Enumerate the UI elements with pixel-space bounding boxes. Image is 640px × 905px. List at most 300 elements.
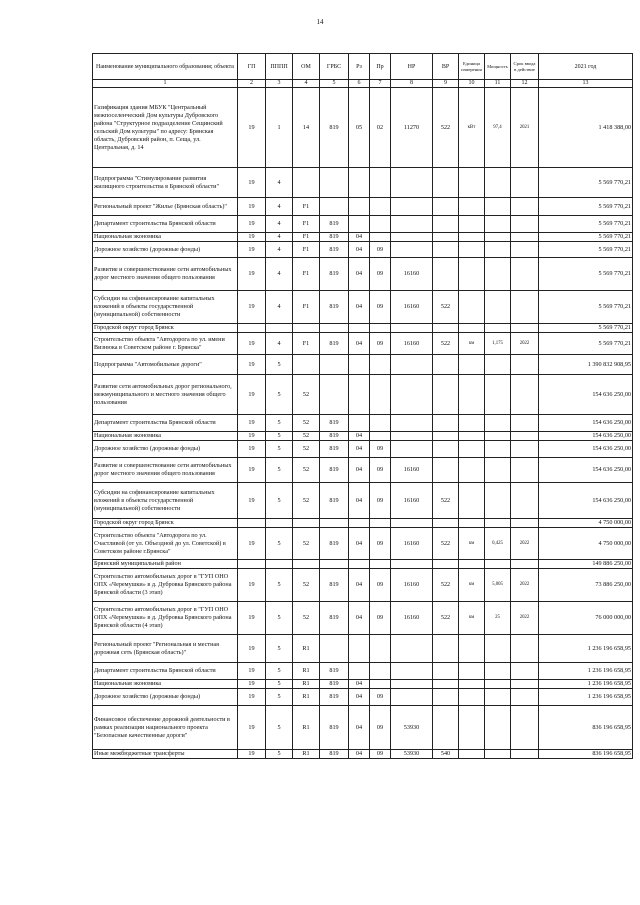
vr-cell [433,415,459,432]
object-name-cell: Субсидии на софинансирование капитальных вложений в объекты государственной (муниципальной) собственности [93,483,238,519]
gp-cell: 19 [238,602,266,635]
gp-cell: 19 [238,432,266,441]
vr-cell: 522 [433,291,459,324]
amount-cell: 154 636 250,00 [539,483,633,519]
term-cell [511,706,539,750]
vr-cell [433,458,459,483]
grbs-cell [320,375,349,415]
grbs-cell: 819 [320,458,349,483]
nr-cell: 16160 [391,483,433,519]
amount-cell: 1 236 196 658,95 [539,689,633,706]
pr-cell [370,168,391,198]
object-name-cell: Региональный проект "Жилье (Брянская область)" [93,198,238,216]
power-cell [485,432,511,441]
ppp-cell: 4 [266,291,293,324]
amount-cell: 5 569 770,21 [539,216,633,233]
object-name-cell: Строительство объекта "Автодорога по ул. Счастливой (от ул. Объездной до ул. Советской) в Советском районе г.Брянска" [93,528,238,560]
om-cell [293,560,320,569]
pr-cell [370,680,391,689]
table-row [93,242,633,258]
om-cell: F1 [293,198,320,216]
grbs-cell [320,168,349,198]
amount-cell: 4 750 000,00 [539,528,633,560]
table-row [93,233,633,242]
table-row [93,519,633,528]
ppp-cell: 5 [266,569,293,602]
nr-cell [391,432,433,441]
amount-cell: 5 569 770,21 [539,242,633,258]
nr-cell: 16160 [391,333,433,355]
gp-cell: 19 [238,242,266,258]
column-index-cell: 2 [238,80,266,88]
rz-cell: 04 [349,242,370,258]
om-cell: F1 [293,258,320,291]
gp-cell: 19 [238,750,266,759]
ppp-cell: 4 [266,233,293,242]
ppp-cell: 5 [266,458,293,483]
om-cell: F1 [293,333,320,355]
grbs-cell: 819 [320,242,349,258]
column-index-cell: 7 [370,80,391,88]
term-cell [511,198,539,216]
vr-cell [433,519,459,528]
ppp-cell: 5 [266,750,293,759]
rz-cell [349,635,370,663]
object-name-cell: Строительство автомобильных дорог в "ГУП ОНО ОПХ «Черемушки» в д. Дубровка Брянского района Брянской области (3 этап) [93,569,238,602]
table-row [93,560,633,569]
gp-cell: 19 [238,528,266,560]
amount-cell: 5 569 770,21 [539,324,633,333]
unit-cell [459,198,485,216]
unit-cell [459,750,485,759]
table-row [93,324,633,333]
power-cell [485,441,511,458]
grbs-cell: 819 [320,233,349,242]
table-row [93,663,633,680]
amount-cell: 5 569 770,21 [539,233,633,242]
gp-cell: 19 [238,483,266,519]
gp-cell: 19 [238,441,266,458]
vr-cell [433,216,459,233]
pr-cell: 09 [370,458,391,483]
table-row [93,635,633,663]
power-cell [485,324,511,333]
amount-cell: 149 886 250,00 [539,560,633,569]
ppp-cell: 4 [266,168,293,198]
om-cell [293,324,320,333]
table-row [93,333,633,355]
vr-cell [433,198,459,216]
rz-cell [349,519,370,528]
gp-cell: 19 [238,216,266,233]
header-cell: 2021 год [539,54,633,80]
om-cell [293,355,320,375]
unit-cell [459,483,485,519]
object-name-cell: Департамент строительства Брянской области [93,216,238,233]
amount-cell: 154 636 250,00 [539,458,633,483]
table-row [93,569,633,602]
table-row [93,706,633,750]
grbs-cell [320,560,349,569]
term-cell [511,560,539,569]
amount-cell: 1 236 196 658,95 [539,680,633,689]
vr-cell [433,258,459,291]
om-cell: R1 [293,706,320,750]
term-cell [511,635,539,663]
header-cell: ВР [433,54,459,80]
pr-cell: 09 [370,689,391,706]
vr-cell: 522 [433,569,459,602]
om-cell: 52 [293,458,320,483]
om-cell: 52 [293,569,320,602]
grbs-cell: 819 [320,750,349,759]
unit-cell [459,233,485,242]
column-index-cell: 11 [485,80,511,88]
term-cell [511,324,539,333]
vr-cell: 522 [433,602,459,635]
vr-cell: 522 [433,528,459,560]
ppp-cell: 4 [266,198,293,216]
term-cell: 2022 [511,333,539,355]
unit-cell [459,415,485,432]
table-row [93,689,633,706]
column-index-cell: 4 [293,80,320,88]
power-cell [485,635,511,663]
nr-cell [391,216,433,233]
column-index-cell: 6 [349,80,370,88]
ppp-cell: 5 [266,432,293,441]
amount-cell: 154 636 250,00 [539,432,633,441]
om-cell: F1 [293,242,320,258]
pr-cell [370,216,391,233]
power-cell [485,689,511,706]
ppp-cell [266,519,293,528]
term-cell [511,233,539,242]
rz-cell: 04 [349,483,370,519]
rz-cell [349,663,370,680]
nr-cell: 11270 [391,88,433,168]
term-cell [511,750,539,759]
vr-cell [433,663,459,680]
unit-cell: кВт [459,88,485,168]
term-cell: 2022 [511,602,539,635]
amount-cell: 1 236 196 658,95 [539,663,633,680]
pr-cell: 09 [370,291,391,324]
table-row [93,602,633,635]
amount-cell: 5 569 770,21 [539,291,633,324]
table-row [93,88,633,168]
rz-cell: 04 [349,602,370,635]
object-name-cell: Дорожное хозяйство (дорожные фонды) [93,441,238,458]
amount-cell: 1 236 196 658,95 [539,635,633,663]
gp-cell: 19 [238,458,266,483]
power-cell: 0,425 [485,528,511,560]
vr-cell [433,355,459,375]
unit-cell [459,432,485,441]
header-cell: Пр [370,54,391,80]
om-cell: 52 [293,528,320,560]
grbs-cell: 819 [320,432,349,441]
ppp-cell: 5 [266,602,293,635]
header-cell: Мощность [485,54,511,80]
nr-cell: 16160 [391,569,433,602]
rz-cell [349,216,370,233]
budget-table [92,53,633,759]
table-row [93,432,633,441]
nr-cell [391,689,433,706]
amount-cell: 5 569 770,21 [539,258,633,291]
pr-cell [370,355,391,375]
om-cell: 14 [293,88,320,168]
rz-cell [349,415,370,432]
nr-cell [391,519,433,528]
column-index-cell: 12 [511,80,539,88]
object-name-cell: Дорожное хозяйство (дорожные фонды) [93,242,238,258]
grbs-cell [320,635,349,663]
unit-cell [459,291,485,324]
amount-cell: 5 569 770,21 [539,198,633,216]
ppp-cell: 5 [266,680,293,689]
pr-cell: 02 [370,88,391,168]
gp-cell [238,519,266,528]
om-cell: R1 [293,689,320,706]
object-name-cell: Финансовое обеспечение дорожной деятельности в рамках реализации национального проекта "Безопасные качественные дороги" [93,706,238,750]
unit-cell [459,242,485,258]
gp-cell [238,560,266,569]
rz-cell: 04 [349,291,370,324]
pr-cell: 09 [370,242,391,258]
nr-cell [391,415,433,432]
grbs-cell: 819 [320,216,349,233]
amount-cell: 5 569 770,21 [539,168,633,198]
unit-cell [459,375,485,415]
header-cell: ОМ [293,54,320,80]
object-name-cell: Строительство объекта "Автодорога по ул. имени Визнюка в Советском районе г. Брянска" [93,333,238,355]
gp-cell: 19 [238,88,266,168]
nr-cell [391,233,433,242]
vr-cell [433,242,459,258]
vr-cell: 522 [433,333,459,355]
amount-cell: 73 886 250,00 [539,569,633,602]
power-cell [485,375,511,415]
ppp-cell: 4 [266,242,293,258]
ppp-cell: 4 [266,216,293,233]
column-index-cell: 5 [320,80,349,88]
nr-cell: 16160 [391,528,433,560]
vr-cell [433,324,459,333]
header-cell: ГРБС [320,54,349,80]
power-cell [485,168,511,198]
rz-cell: 04 [349,689,370,706]
nr-cell [391,375,433,415]
power-cell [485,291,511,324]
ppp-cell: 5 [266,441,293,458]
term-cell: 2022 [511,528,539,560]
unit-cell: км [459,333,485,355]
power-cell [485,458,511,483]
term-cell: 2021 [511,88,539,168]
nr-cell: 16160 [391,258,433,291]
unit-cell [459,663,485,680]
rz-cell: 04 [349,333,370,355]
nr-cell [391,680,433,689]
nr-cell: 16160 [391,458,433,483]
gp-cell: 19 [238,233,266,242]
rz-cell [349,324,370,333]
nr-cell [391,635,433,663]
power-cell [485,415,511,432]
table-row [93,441,633,458]
om-cell: F1 [293,233,320,242]
object-name-cell: Строительство автомобильных дорог в "ГУП ОНО ОПХ «Черемушки» в д. Дубровка Брянского района Брянской области (4 этап) [93,602,238,635]
vr-cell [433,375,459,415]
table-row [93,415,633,432]
rz-cell [349,168,370,198]
unit-cell [459,689,485,706]
vr-cell: 540 [433,750,459,759]
gp-cell: 19 [238,258,266,291]
amount-cell: 836 196 658,95 [539,706,633,750]
ppp-cell: 5 [266,415,293,432]
object-name-cell: Национальная экономика [93,680,238,689]
rz-cell: 04 [349,233,370,242]
unit-cell [459,635,485,663]
table-row [93,528,633,560]
amount-cell: 1 418 388,00 [539,88,633,168]
header-cell: Единица измерения [459,54,485,80]
table-row [93,198,633,216]
pr-cell: 09 [370,750,391,759]
vr-cell [433,560,459,569]
power-cell: 1,175 [485,333,511,355]
table-row [93,750,633,759]
table-row [93,216,633,233]
term-cell [511,375,539,415]
term-cell [511,432,539,441]
table-row [93,355,633,375]
pr-cell [370,198,391,216]
nr-cell [391,441,433,458]
gp-cell: 19 [238,198,266,216]
header-cell: НР [391,54,433,80]
table-row [93,680,633,689]
table-row [93,168,633,198]
vr-cell: 522 [433,483,459,519]
om-cell: 52 [293,375,320,415]
pr-cell [370,415,391,432]
pr-cell: 09 [370,258,391,291]
om-cell: 52 [293,602,320,635]
gp-cell: 19 [238,375,266,415]
gp-cell [238,324,266,333]
object-name-cell: Национальная экономика [93,233,238,242]
rz-cell [349,355,370,375]
ppp-cell [266,324,293,333]
rz-cell [349,198,370,216]
column-index-row [93,80,633,88]
column-index-cell: 3 [266,80,293,88]
unit-cell [459,519,485,528]
pr-cell [370,432,391,441]
column-index-cell: 9 [433,80,459,88]
rz-cell [349,560,370,569]
power-cell [485,483,511,519]
column-index-cell: 10 [459,80,485,88]
power-cell [485,258,511,291]
unit-cell [459,168,485,198]
power-cell [485,355,511,375]
om-cell: R1 [293,680,320,689]
ppp-cell: 5 [266,663,293,680]
ppp-cell: 5 [266,375,293,415]
rz-cell: 04 [349,458,370,483]
pr-cell [370,663,391,680]
amount-cell: 154 636 250,00 [539,415,633,432]
object-name-cell: Подпрограмма "Автомобильные дороги" [93,355,238,375]
table-row [93,458,633,483]
ppp-cell: 5 [266,689,293,706]
term-cell [511,519,539,528]
unit-cell [459,706,485,750]
unit-cell [459,258,485,291]
power-cell [485,198,511,216]
grbs-cell: 819 [320,663,349,680]
rz-cell: 04 [349,706,370,750]
grbs-cell: 819 [320,689,349,706]
om-cell: 52 [293,415,320,432]
term-cell [511,415,539,432]
grbs-cell: 819 [320,528,349,560]
amount-cell: 154 636 250,00 [539,375,633,415]
amount-cell: 5 569 770,21 [539,333,633,355]
power-cell [485,706,511,750]
grbs-cell: 819 [320,333,349,355]
pr-cell [370,519,391,528]
term-cell [511,483,539,519]
pr-cell [370,560,391,569]
ppp-cell: 5 [266,706,293,750]
gp-cell: 19 [238,291,266,324]
grbs-cell: 819 [320,258,349,291]
term-cell: 2022 [511,569,539,602]
term-cell [511,680,539,689]
rz-cell: 04 [349,680,370,689]
pr-cell [370,233,391,242]
vr-cell [433,706,459,750]
amount-cell: 76 000 000,00 [539,602,633,635]
vr-cell [433,680,459,689]
power-cell [485,680,511,689]
page-number: 14 [316,18,324,26]
vr-cell [433,441,459,458]
gp-cell: 19 [238,168,266,198]
ppp-cell: 4 [266,258,293,291]
unit-cell [459,324,485,333]
pr-cell [370,324,391,333]
ppp-cell: 5 [266,483,293,519]
object-name-cell: Департамент строительства Брянской области [93,415,238,432]
nr-cell [391,242,433,258]
pr-cell [370,635,391,663]
term-cell [511,291,539,324]
power-cell: 5,005 [485,569,511,602]
power-cell: 25 [485,602,511,635]
ppp-cell: 1 [266,88,293,168]
nr-cell: 53930 [391,706,433,750]
header-cell: ГП [238,54,266,80]
gp-cell: 19 [238,635,266,663]
om-cell: R1 [293,635,320,663]
